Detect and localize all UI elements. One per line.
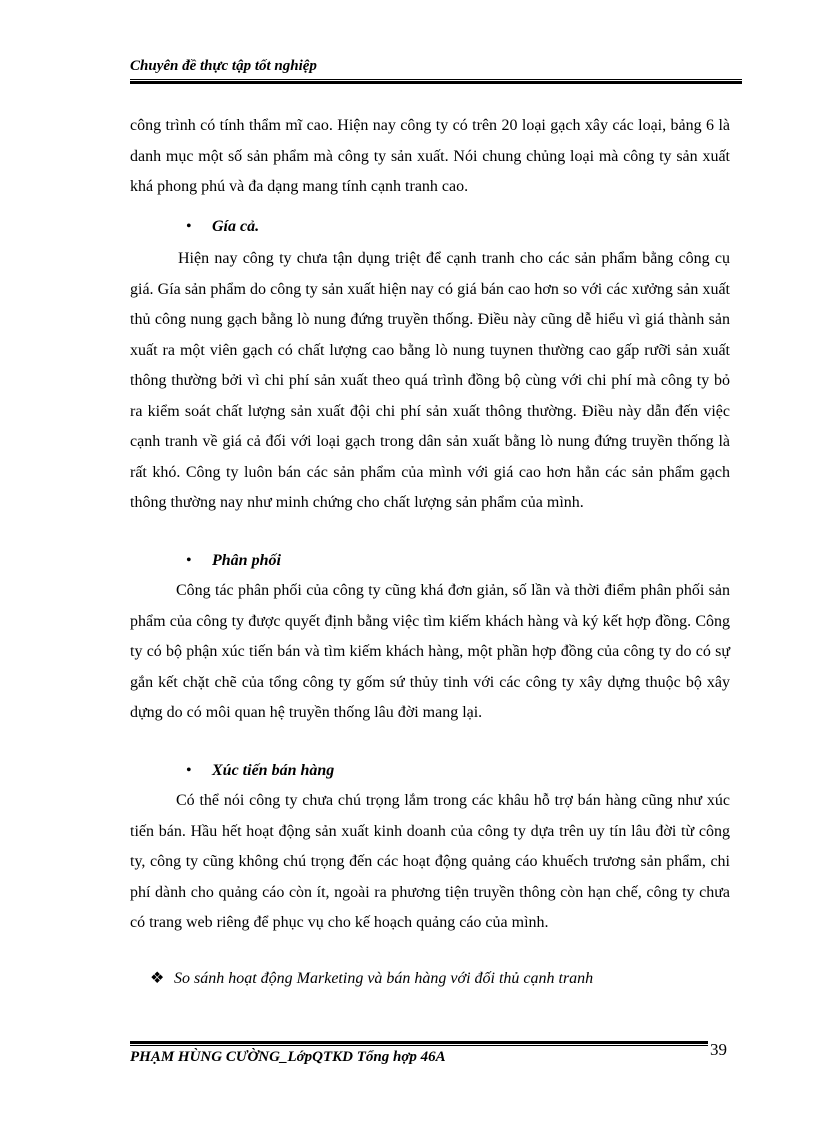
diamond-bullet-icon: ❖	[150, 970, 165, 987]
footer-rule-thin	[130, 1045, 708, 1046]
comparison-subheading	[150, 968, 593, 988]
section-heading-distribution	[186, 552, 281, 570]
section-body-price	[130, 244, 730, 519]
comparison-subheading-text: So sánh hoạt động Marketing và bán hàng với đối thủ cạnh tranh	[174, 970, 594, 987]
section-paragraph: Hiện nay công ty chưa tận dụng triệt để cạnh tranh cho các sản phẩm bằng công cụ giá. Gía sản phẩm do công ty sản xuất hiện nay có giá bán cao hơn so với các xưởng sản xuất thủ công nung gạch bằng lò nung đứng truyền thống. Điều này cũng dễ hiểu vì giá thành sản xuất ra một viên gạch có chất lượng cao bằng lò nung tuynen thường cao gấp rưỡi sản xuất thông thường bởi vì chi phí sản xuất theo quá trình đồng bộ cùng với chi phí mà công ty bỏ ra kiểm soát chất lượng sản xuất đội chi phí sản xuất thông thường. Điều này dẫn đến việc cạnh tranh về giá cả đối với loại gạch trong dân sản xuất bằng lò nung đứng truyền thống là rất khó. Công ty luôn bán các sản phẩm của mình với giá cao hơn hẳn các sản phẩm gạch thông thường nay như minh chứng cho chất lượng sản phẩm của mình.	[130, 250, 730, 511]
section-heading-promotion	[186, 762, 335, 780]
page-number: 39	[710, 1040, 727, 1059]
section-heading-text: Xúc tiến bán hàng	[212, 762, 335, 779]
section-heading-text: Phân phối	[212, 552, 281, 569]
bullet-icon: •	[186, 762, 192, 779]
intro-paragraph: công trình có tính thẩm mĩ cao. Hiện nay công ty có trên 20 loại gạch xây các loại, bảng 6 là danh mục một số sản phẩm mà công ty sản xuất. Nói chung chủng loại mà công ty sản xuất khá phong phú và đa dạng mang tính cạnh tranh cao.	[130, 117, 730, 195]
section-body-distribution	[130, 576, 730, 729]
section-heading-text: Gía cả.	[212, 218, 260, 235]
header-rule-thin	[130, 79, 742, 80]
header-rule-thick	[130, 81, 742, 84]
bullet-icon: •	[186, 552, 192, 569]
intro-paragraph-block	[130, 111, 730, 203]
section-paragraph: Công tác phân phối của công ty cũng khá đơn giản, số lần và thời điểm phân phối sản phẩm của công ty được quyết định bằng việc tìm kiếm khách hàng và ký kết hợp đồng. Công ty có bộ phận xúc tiến bán và tìm kiếm khách hàng, một phần hợp đồng của công ty do có sự gắn kết chặt chẽ của tổng công ty gốm sứ thủy tinh với các công ty xây dựng thuộc bộ xây dựng do có môi quan hệ truyền thống lâu đời mang lại.	[130, 582, 730, 721]
footer-author: PHẠM HÙNG CƯỜNG_LớpQTKD Tổng hợp 46A	[130, 1049, 446, 1065]
bullet-icon: •	[186, 218, 192, 235]
section-paragraph: Có thể nói công ty chưa chú trọng lắm trong các khâu hỗ trợ bán hàng cũng như xúc tiến bán. Hầu hết hoạt động sản xuất kinh doanh của công ty dựa trên uy tín lâu đời từ công ty, công ty cũng không chú trọng đến các hoạt động quảng cáo khuếch trương sản phẩm, chi phí dành cho quảng cáo còn ít, ngoài ra phương tiện truyền thông còn hạn chế, công ty chưa có trang web riêng để phục vụ cho kế hoạch quảng cáo của mình.	[130, 792, 730, 931]
footer-rule-thick	[130, 1041, 708, 1044]
header-title: Chuyên đề thực tập tốt nghiệp	[130, 58, 317, 74]
section-heading-price	[186, 218, 260, 236]
section-body-promotion	[130, 786, 730, 939]
